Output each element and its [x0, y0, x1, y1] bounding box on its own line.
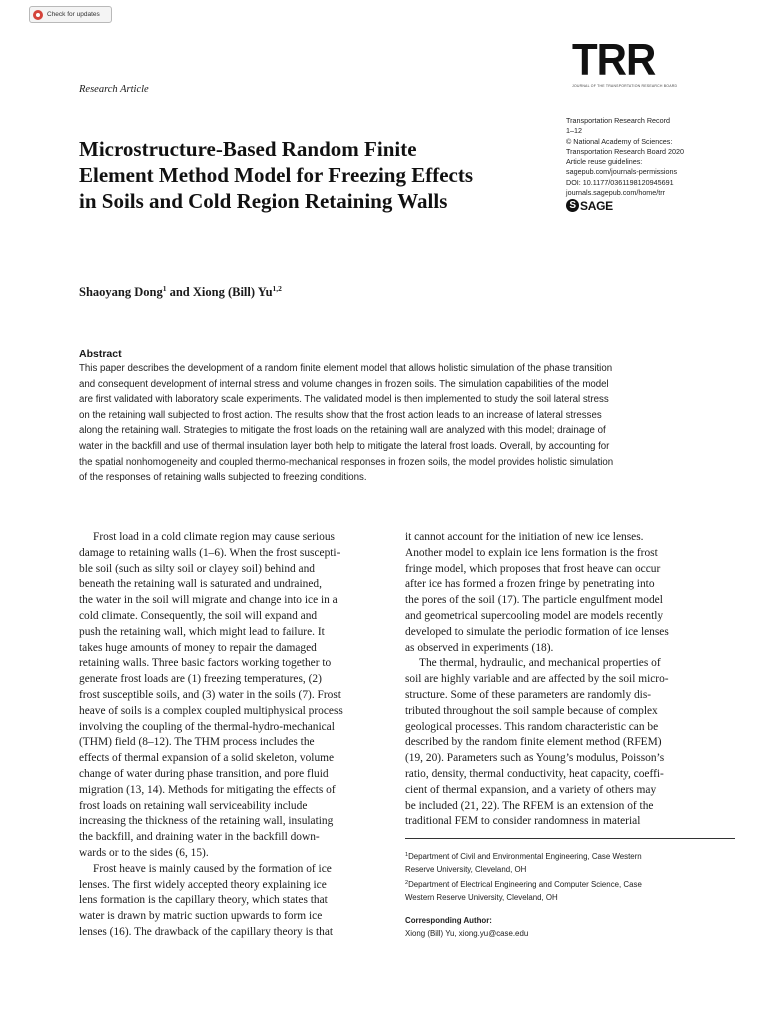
article-type: Research Article	[79, 84, 149, 95]
body-line: (19, 20). Parameters such as Young’s modulus, Poisson’s	[405, 752, 665, 765]
abstract-heading: Abstract	[79, 348, 122, 360]
journal-logo-text: TRR	[572, 34, 656, 85]
reuse-guidelines-label: Article reuse guidelines:	[566, 157, 643, 167]
journal-name: Transportation Research Record	[566, 116, 671, 125]
body-line: The thermal, hydraulic, and mechanical properties of	[419, 657, 661, 670]
body-line: Frost heave is mainly caused by the formation of ice	[93, 862, 332, 875]
abstract-line: the spatial nonhomogeneity and coupled thermo-mechanical responses in frozen soils, the model provides holistic simulation	[79, 456, 614, 468]
body-line: Frost load in a cold climate region may cause serious	[93, 531, 335, 543]
body-line: ratio, density, thermal conductivity, heat capacity, coeffi-	[405, 767, 664, 780]
body-line: retaining walls. Three basic factors working together to	[79, 657, 332, 670]
body-line: be included (21, 22). The RFEM is an extension of the	[405, 799, 654, 812]
abstract-line: of the responses of retaining walls subjected to freezing conditions.	[79, 472, 367, 484]
body-line: generate frost loads are (1) freezing temperatures, (2)	[79, 673, 322, 686]
affiliation-number: 2	[405, 879, 409, 886]
body-line: effects of thermal expansion of a solid skeleton, volume	[79, 752, 335, 765]
body-line: after ice has formed a frozen fringe by penetrating into	[405, 578, 655, 591]
publisher-logo	[566, 199, 756, 212]
body-line: as observed in experiments (18).	[405, 641, 554, 654]
body-line: heave of soils is a complex coupled multiphysical process	[79, 704, 343, 717]
corresponding-author-contact[interactable]: Xiong (Bill) Yu, xiong.yu@case.edu	[405, 929, 529, 939]
affiliation-2-continued: Western Reserve University, Cleveland, OH	[405, 892, 558, 902]
body-line: ble soil (such as silty soil or clayey soil) behind and	[79, 562, 315, 575]
body-line: (THM) field (8–12). The THM process includes the	[79, 736, 315, 749]
abstract-line: are first validated with laboratory scale experiments. The validated model is then implemented to study the soil lateral stress	[79, 394, 609, 406]
body-line: beneath the retaining wall is saturated and undrained,	[79, 578, 322, 591]
journal-logo	[572, 34, 682, 88]
abstract-line: along the retaining wall. Strategies to mitigate the frost loads on the retaining wall are analyzed with this model; drainage of	[79, 425, 606, 437]
body-column-right	[405, 530, 710, 830]
author-separator: and	[166, 285, 193, 299]
body-line: the water in the soil will migrate and change into ice in a	[79, 594, 338, 607]
affiliation-2	[405, 877, 735, 891]
body-line: cient of thermal expansion, and a variety of others may	[405, 783, 657, 796]
affiliation-text: Department of Civil and Environmental Engineering, Case Western	[408, 852, 642, 861]
body-line: damage to retaining walls (1–6). When the frost suscepti-	[79, 546, 341, 559]
body-line: lenses. The first widely accepted theory explaining ice	[79, 878, 327, 891]
affiliation-number: 1	[405, 852, 409, 858]
affiliation-1	[405, 849, 735, 863]
corresponding-author-heading: Corresponding Author:	[405, 916, 492, 926]
abstract-body	[79, 361, 740, 486]
body-line: structure. Some of these parameters are randomly dis-	[405, 688, 652, 701]
body-line: and geometrical supercooling model are models recently	[405, 609, 664, 622]
copyright-line-2: Transportation Research Board 2020	[566, 146, 684, 156]
abstract-line: and consequent development of internal stress and volume changes in frozen soils. The simulation capabilities of the model	[79, 378, 609, 390]
abstract-line: on the retaining wall subjected to frost action. The results show that the frost action leads to an increase of lateral stresses	[79, 409, 602, 421]
publication-info	[566, 116, 756, 212]
body-line: increasing the thickness of the retaining wall, insulating	[79, 815, 334, 828]
body-line: lens formation is the capillary theory, which states that	[79, 894, 328, 907]
body-line: traditional FEM to consider randomness in material	[405, 815, 641, 828]
body-line: Another model to explain ice lens formation is the frost	[405, 546, 658, 559]
body-line: the backfill, and draining water in the backfill down-	[79, 831, 320, 844]
permissions-link[interactable]: sagepub.com/journals-permissions	[566, 167, 678, 177]
body-line: wards or to the sides (6, 15).	[79, 846, 209, 859]
publisher-logo-text: SAGE	[580, 198, 613, 213]
body-line: fringe model, which proposes that frost heave can occur	[405, 562, 661, 575]
body-line: water is drawn by matric suction upwards to form ice	[79, 910, 323, 923]
body-line: change of water during phase transition, and pore fluid	[79, 767, 329, 780]
check-for-updates-label: Check for updates	[47, 11, 100, 18]
body-line: the pores of the soil (17). The particle engulfment model	[405, 594, 663, 607]
body-line: frost susceptible soils, and (3) water in the soils (7). Frost	[79, 688, 341, 701]
affiliation-1-continued: Reserve University, Cleveland, OH	[405, 865, 527, 875]
sage-s-icon: S	[566, 199, 579, 212]
abstract-line: This paper describes the development of a random finite element model that allows holistic simulation of the phase transition	[79, 363, 613, 374]
check-for-updates-button[interactable]	[29, 6, 112, 23]
author-affiliation-marker: 1	[162, 284, 167, 293]
journal-home-link[interactable]: journals.sagepub.com/home/trr	[566, 188, 666, 198]
journal-logo-tagline: JOURNAL OF THE TRANSPORTATION RESEARCH BOARD	[572, 84, 678, 88]
body-line: described by the random finite element method (RFEM)	[405, 736, 662, 749]
paper-title: Microstructure-Based Random Finite Element Method Model for Freezing Effects in Soils and Cold Region Retaining Walls	[79, 137, 474, 213]
body-line: frost loads on retaining wall serviceability include	[79, 799, 308, 812]
affiliation-text: Department of Electrical Engineering and Computer Science, Case	[408, 879, 642, 889]
body-line: soil are highly variable and are affected by the soil micro-	[405, 673, 669, 686]
body-line: lenses (16). The drawback of the capillary theory is that	[79, 925, 334, 938]
body-column-left	[79, 530, 384, 941]
body-line: migration (13, 14). Methods for mitigating the effects of	[79, 783, 336, 796]
body-line: it cannot account for the initiation of new ice lenses.	[405, 531, 644, 543]
footnotes	[405, 849, 735, 941]
body-line: involving the coupling of the thermal-hydro-mechanical	[79, 720, 335, 733]
author-name: Shaoyang Dong	[79, 285, 163, 299]
abstract-line: water in the backfill and use of thermal insulation layer both help to mitigate the lateral frost loads. Overall, by accounting for	[79, 440, 610, 452]
body-line: geological processes. This random characteristic can be	[405, 720, 659, 733]
copyright-line-1: © National Academy of Sciences:	[566, 136, 673, 146]
author-affiliation-marker: 1,2	[272, 284, 282, 293]
page-range: 1–12	[566, 126, 582, 136]
author-name: Xiong (Bill) Yu	[192, 285, 273, 299]
update-icon	[33, 10, 43, 20]
body-line: tributed throughout the soil sample because of complex	[405, 704, 658, 717]
body-line: takes huge amounts of money to repair the damaged	[79, 641, 317, 654]
footnote-divider	[405, 838, 735, 839]
body-line: developed to simulate the periodic formation of ice lenses	[405, 625, 669, 638]
doi-link[interactable]: DOI: 10.1177/0361198120945691	[566, 177, 674, 187]
author-list	[79, 284, 282, 300]
body-line: cold climate. Consequently, the soil will expand and	[79, 609, 318, 622]
body-line: push the retaining wall, which might lead to failure. It	[79, 625, 325, 638]
